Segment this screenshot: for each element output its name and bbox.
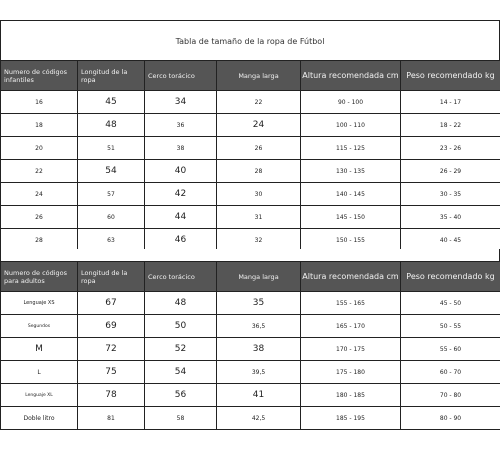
size-code-cell: M xyxy=(1,338,78,361)
chest-cell: 50 xyxy=(145,315,217,338)
weight-cell: 40 - 45 xyxy=(401,229,500,252)
height-cell: 185 - 195 xyxy=(301,407,401,430)
height-cell: 170 - 175 xyxy=(301,338,401,361)
sleeve-cell: 24 xyxy=(217,114,301,137)
header-length: Longitud de la ropa xyxy=(78,61,145,91)
table-row xyxy=(1,91,500,114)
height-cell: 175 - 180 xyxy=(301,361,401,384)
chest-cell: 58 xyxy=(145,407,217,430)
chest-cell: 46 xyxy=(145,229,217,252)
table-row xyxy=(1,160,500,183)
height-cell: 115 - 125 xyxy=(301,137,401,160)
size-code-cell: 22 xyxy=(1,160,78,183)
weight-cell: 55 - 60 xyxy=(401,338,500,361)
header-height: Altura recomendada cm xyxy=(301,262,401,292)
sleeve-cell: 31 xyxy=(217,206,301,229)
length-cell: 60 xyxy=(78,206,145,229)
table-row xyxy=(1,338,500,361)
chest-cell: 56 xyxy=(145,384,217,407)
length-cell: 67 xyxy=(78,292,145,315)
weight-cell: 80 - 90 xyxy=(401,407,500,430)
chest-cell: 54 xyxy=(145,361,217,384)
sleeve-cell: 26 xyxy=(217,137,301,160)
length-cell: 75 xyxy=(78,361,145,384)
sleeve-cell: 35 xyxy=(217,292,301,315)
size-code-cell: 26 xyxy=(1,206,78,229)
height-cell: 130 - 135 xyxy=(301,160,401,183)
weight-cell: 45 - 50 xyxy=(401,292,500,315)
chest-cell: 52 xyxy=(145,338,217,361)
chest-cell: 40 xyxy=(145,160,217,183)
chart-title: Tabla de tamaño de la ropa de Fútbol xyxy=(0,20,500,61)
height-cell: 150 - 155 xyxy=(301,229,401,252)
table-row xyxy=(1,114,500,137)
sleeve-cell: 39,5 xyxy=(217,361,301,384)
header-height: Altura recomendada cm xyxy=(301,61,401,91)
weight-cell: 50 - 55 xyxy=(401,315,500,338)
chest-cell: 36 xyxy=(145,114,217,137)
chest-cell: 34 xyxy=(145,91,217,114)
table-row xyxy=(1,137,500,160)
header-kids-code: Numero de códigos infantiles xyxy=(1,61,78,91)
length-cell: 57 xyxy=(78,183,145,206)
header-sleeve: Manga larga xyxy=(217,262,301,292)
height-cell: 90 - 100 xyxy=(301,91,401,114)
sleeve-cell: 22 xyxy=(217,91,301,114)
header-chest: Cerco torácico xyxy=(145,61,217,91)
length-cell: 81 xyxy=(78,407,145,430)
sleeve-cell: 36,5 xyxy=(217,315,301,338)
height-cell: 180 - 185 xyxy=(301,384,401,407)
sleeve-cell: 41 xyxy=(217,384,301,407)
size-code-cell: 18 xyxy=(1,114,78,137)
header-length: Longitud de la ropa xyxy=(78,262,145,292)
sleeve-cell: 28 xyxy=(217,160,301,183)
size-code-cell: Lenguaje XL xyxy=(1,384,78,407)
length-cell: 51 xyxy=(78,137,145,160)
weight-cell: 26 - 29 xyxy=(401,160,500,183)
chest-cell: 48 xyxy=(145,292,217,315)
weight-cell: 70 - 80 xyxy=(401,384,500,407)
size-code-cell: 24 xyxy=(1,183,78,206)
chest-cell: 42 xyxy=(145,183,217,206)
size-code-cell: Segundos xyxy=(1,315,78,338)
header-adult-code: Numero de códigos para adultos xyxy=(1,262,78,292)
table-row xyxy=(1,407,500,430)
header-chest: Cerco torácico xyxy=(145,262,217,292)
table-row xyxy=(1,361,500,384)
sleeve-cell: 32 xyxy=(217,229,301,252)
height-cell: 145 - 150 xyxy=(301,206,401,229)
length-cell: 45 xyxy=(78,91,145,114)
header-weight: Peso recomendado kg xyxy=(401,262,500,292)
weight-cell: 35 - 40 xyxy=(401,206,500,229)
table-spacer xyxy=(0,249,500,261)
weight-cell: 60 - 70 xyxy=(401,361,500,384)
table-row xyxy=(1,183,500,206)
weight-cell: 18 - 22 xyxy=(401,114,500,137)
header-sleeve: Manga larga xyxy=(217,61,301,91)
height-cell: 155 - 165 xyxy=(301,292,401,315)
kids-size-table xyxy=(0,60,500,252)
size-code-cell: Lenguaje XS xyxy=(1,292,78,315)
height-cell: 140 - 145 xyxy=(301,183,401,206)
header-weight: Peso recomendado kg xyxy=(401,61,500,91)
length-cell: 69 xyxy=(78,315,145,338)
height-cell: 165 - 170 xyxy=(301,315,401,338)
length-cell: 63 xyxy=(78,229,145,252)
weight-cell: 23 - 26 xyxy=(401,137,500,160)
size-code-cell: Doble litro xyxy=(1,407,78,430)
table-row xyxy=(1,384,500,407)
length-cell: 78 xyxy=(78,384,145,407)
length-cell: 54 xyxy=(78,160,145,183)
size-code-cell: L xyxy=(1,361,78,384)
size-code-cell: 28 xyxy=(1,229,78,252)
height-cell: 100 - 110 xyxy=(301,114,401,137)
length-cell: 48 xyxy=(78,114,145,137)
adult-size-table xyxy=(0,261,500,430)
weight-cell: 14 - 17 xyxy=(401,91,500,114)
length-cell: 72 xyxy=(78,338,145,361)
sleeve-cell: 38 xyxy=(217,338,301,361)
table-row xyxy=(1,315,500,338)
table-row xyxy=(1,292,500,315)
size-code-cell: 20 xyxy=(1,137,78,160)
size-code-cell: 16 xyxy=(1,91,78,114)
sleeve-cell: 30 xyxy=(217,183,301,206)
sleeve-cell: 42,5 xyxy=(217,407,301,430)
chest-cell: 44 xyxy=(145,206,217,229)
weight-cell: 30 - 35 xyxy=(401,183,500,206)
table-row xyxy=(1,206,500,229)
chest-cell: 38 xyxy=(145,137,217,160)
